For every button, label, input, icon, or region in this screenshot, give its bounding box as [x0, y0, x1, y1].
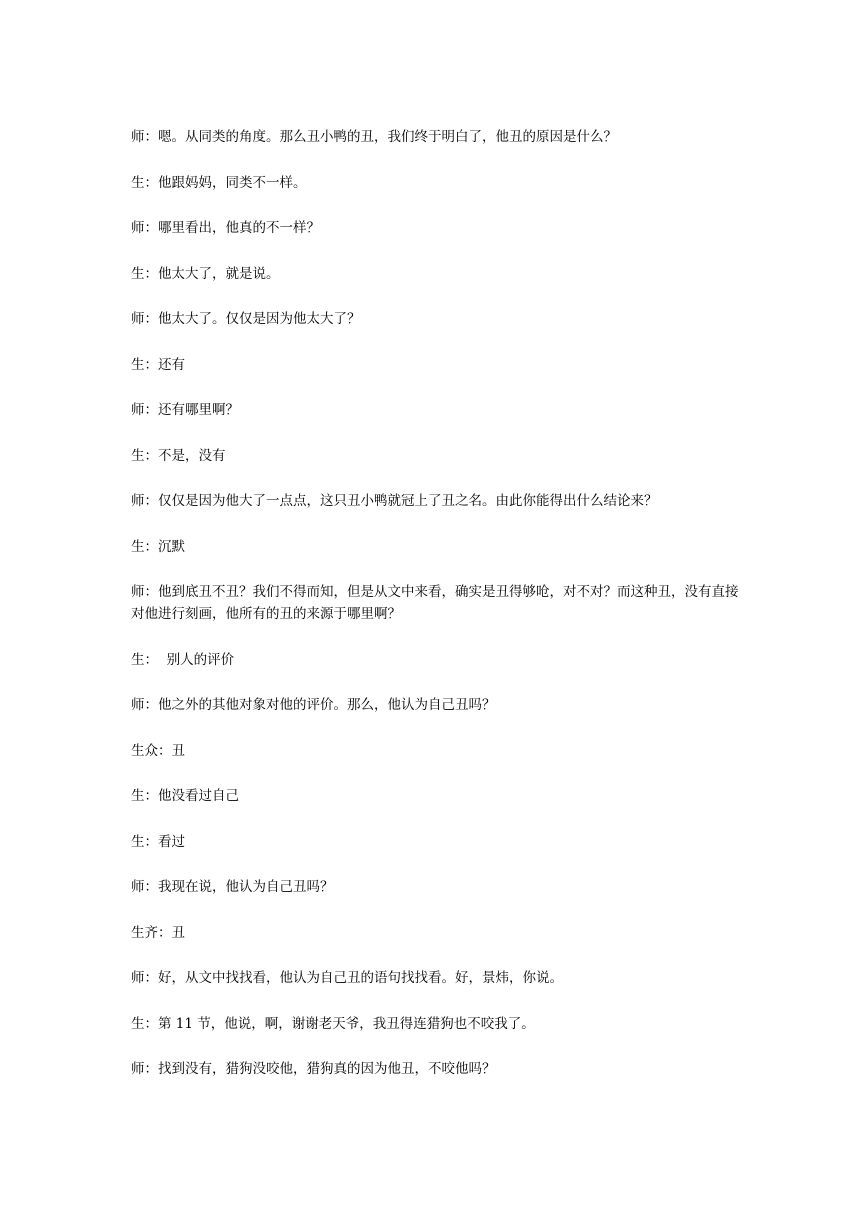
dialogue-line: 生齐：丑: [131, 924, 185, 941]
dialogue-line: 生：不是，没有: [131, 447, 226, 464]
dialogue-line: 师：仅仅是因为他大了一点点，这只丑小鸭就冠上了丑之名。由此你能得出什么结论来？: [131, 493, 658, 509]
dialogue-line: 生：沉默: [131, 538, 185, 555]
dialogue-line: 生：他跟妈妈，同类不一样。: [131, 174, 307, 191]
dialogue-line: 师：还有哪里啊？: [131, 402, 239, 418]
dialogue-line: 生： 别人的评价: [131, 651, 235, 668]
dialogue-line: 师：找到没有，猎狗没咬他，猎狗真的因为他丑，不咬他吗？: [131, 1061, 496, 1077]
dialogue-line: 师：好，从文中找找看，他认为自己丑的语句找找看。好，景炜，你说。: [131, 970, 563, 986]
dialogue-line: 师：我现在说，他认为自己丑吗？: [131, 879, 334, 895]
dialogue-line: 师：他太大了。仅仅是因为他太大了？: [131, 311, 361, 327]
dialogue-line: 师：哪里看出，他真的不一样？: [131, 220, 320, 236]
dialogue-line: 生：他太大了，就是说。: [131, 265, 280, 282]
dialogue-line: 生：他没看过自己: [131, 788, 239, 804]
dialogue-line: 师：他到底丑不丑？我们不得而知，但是从文中来看，确实是丑得够呛，对不对？而这种丑，没有直接对他进行刻画，他所有的丑的来源于哪里啊？: [131, 584, 739, 622]
dialogue-line: 生：第 11 节，他说，啊，谢谢老天爷，我丑得连猎狗也不咬我了。: [131, 1015, 535, 1032]
dialogue-line: 师：他之外的其他对象对他的评价。那么，他认为自己丑吗？: [131, 697, 496, 713]
dialogue-line: 生众：丑: [131, 742, 185, 759]
dialogue-line: 生：看过: [131, 833, 185, 850]
dialogue-line: 师：嗯。从同类的角度。那么丑小鸭的丑，我们终于明白了，他丑的原因是什么？: [131, 129, 617, 145]
dialogue-line: 生：还有: [131, 356, 185, 373]
transcript-body: [131, 126, 743, 1104]
